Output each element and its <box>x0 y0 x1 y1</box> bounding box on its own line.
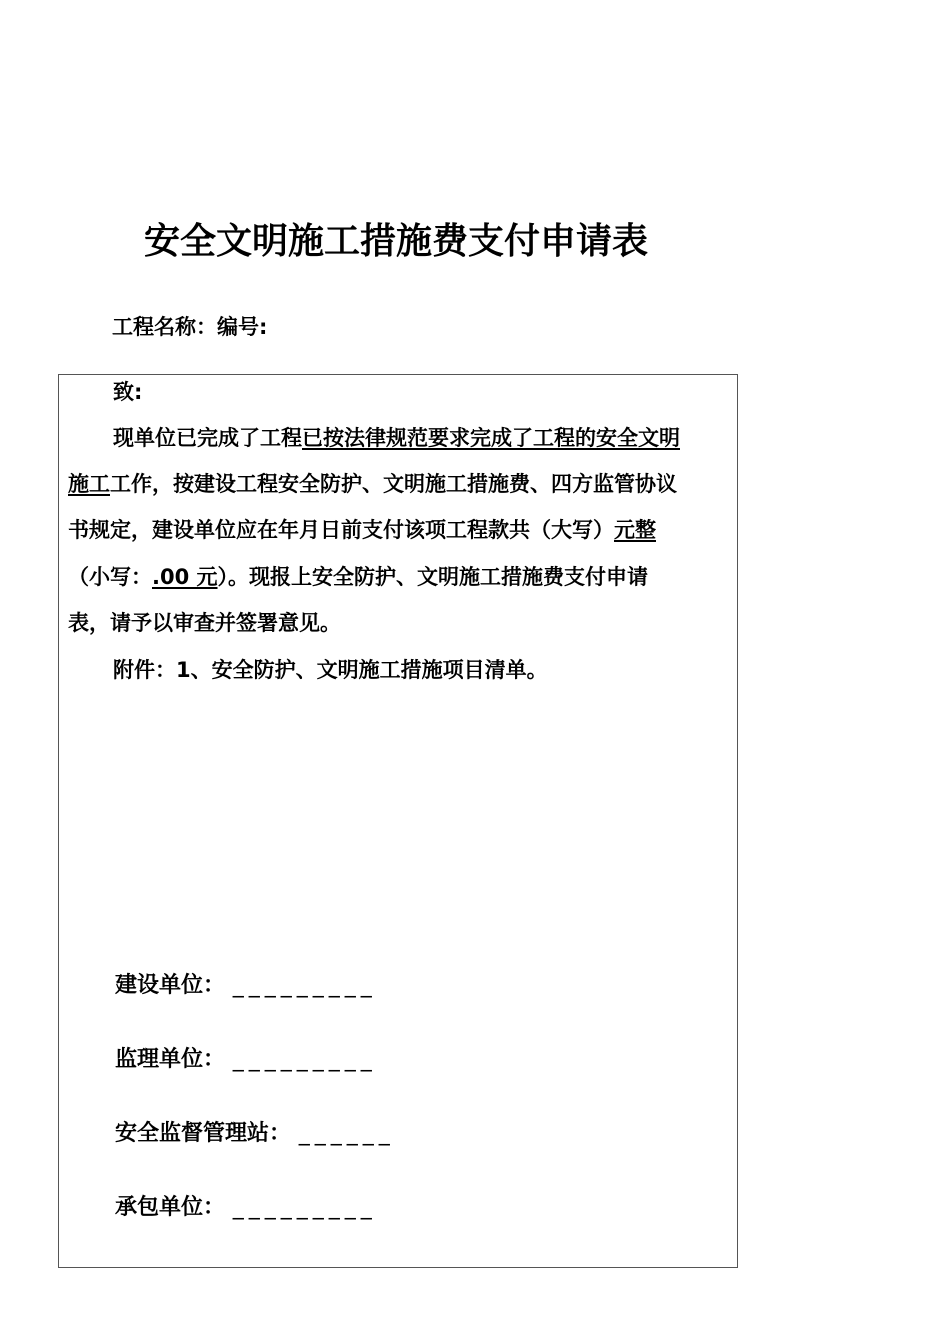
underlined-amount-words: 元整 <box>614 518 656 542</box>
signature-label: 监理单位： <box>115 1047 226 1072</box>
paragraph-text: ）。现报上安全防护、文明施工措施费支付申请 <box>217 565 649 589</box>
signature-contractor <box>115 1193 377 1223</box>
project-name-label: 工程名称： <box>112 315 217 339</box>
paragraph-line-2 <box>68 469 677 499</box>
signature-blank: ______ <box>298 1121 395 1146</box>
signature-blank: _________ <box>232 1047 377 1072</box>
signature-blank: _________ <box>232 1195 377 1220</box>
paragraph-line-1 <box>113 423 680 453</box>
paragraph-text: （小写： <box>68 565 152 589</box>
attachment-line: 附件：1、安全防护、文明施工措施项目清单。 <box>113 658 548 682</box>
paragraph-line-5: 表，请予以审查并签署意见。 <box>68 611 341 635</box>
underlined-text: 施工 <box>68 472 110 496</box>
signature-blank: _________ <box>232 973 377 998</box>
paragraph-text: 工作，按建设工程安全防护、文明施工措施费、四方监管协议 <box>110 472 677 496</box>
header-info <box>112 312 267 342</box>
underlined-text: 已按法律规范要求完成了工程的安全文明 <box>302 426 680 450</box>
page-title: 安全文明施工措施费支付申请表 <box>144 221 649 262</box>
paragraph-text: 书规定，建设单位应在年月日前支付该项工程款共（大写） <box>68 518 614 542</box>
signature-label: 安全监督管理站： <box>115 1121 292 1146</box>
underlined-amount-figures: .00 元 <box>152 565 218 589</box>
signature-construction-unit <box>115 971 377 1001</box>
signature-label: 建设单位： <box>115 973 226 998</box>
number-label: 编号: <box>217 315 268 339</box>
paragraph-text: 现单位已完成了工程 <box>113 426 302 450</box>
paragraph-line-3 <box>68 515 656 545</box>
application-form-box <box>58 374 738 1268</box>
signature-safety-station <box>115 1119 395 1149</box>
paragraph-line-4 <box>68 562 648 592</box>
signature-supervision-unit <box>115 1045 377 1075</box>
signature-label: 承包单位： <box>115 1195 226 1220</box>
addressee-line: 致: <box>113 380 143 404</box>
